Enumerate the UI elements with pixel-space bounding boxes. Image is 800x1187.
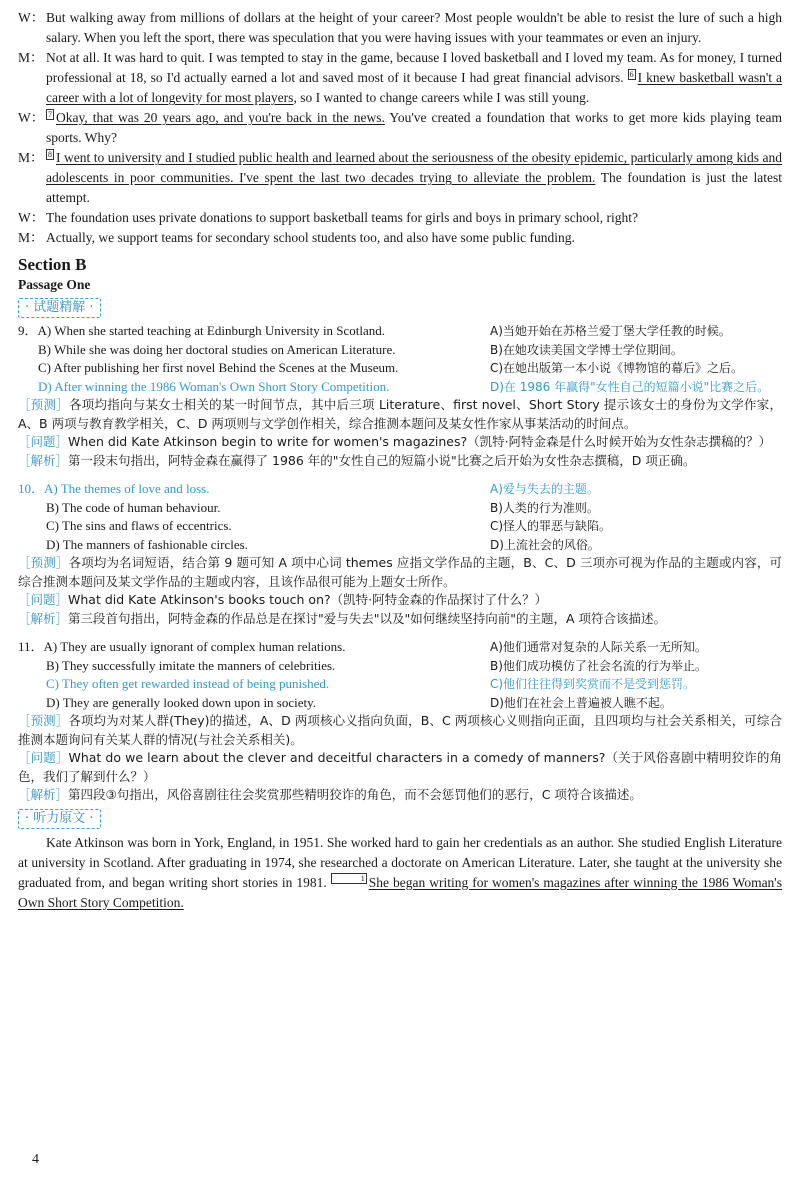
- page-number: 4: [32, 1152, 39, 1167]
- line-text: [46, 108, 782, 148]
- option-row: [18, 341, 782, 360]
- option-en: D) After winning the 1986 Woman's Own Short Story Competition.: [38, 378, 390, 394]
- dialogue-line: [18, 148, 782, 208]
- line-post: You've created a foundation that works to get more kids playing team sports. Why?: [46, 110, 782, 145]
- question-text: [18, 433, 782, 452]
- prediction-label: ［预测］: [18, 713, 69, 728]
- option-row: [18, 480, 782, 499]
- line-post: , so I wanted to change careers while I was still young.: [293, 90, 590, 105]
- question-marker: 6: [629, 69, 634, 79]
- questions: [18, 322, 782, 805]
- line-text: But walking away from millions of dollars at the height of your career? Most people wouldn't be able to resist the lure of such a high salary. When you left the sport, there was speculation that you were having issues with your teammates or even an injury.: [46, 10, 782, 45]
- prediction-label: ［预测］: [18, 397, 69, 412]
- speaker: M：: [18, 230, 44, 245]
- prediction-body: 各项均指向与某女士相关的某一时间节点，其中后三项 Literature、first novel、Short Story 提示该女士的身份为文学作家，A、B 两项与教育教学相关，C、D 两项则与文学创作相关，综合推测本题问及某女性作家从事某活动的时间点。: [18, 397, 782, 431]
- section-title: Section B: [18, 255, 87, 274]
- analysis-label: ［解析］: [18, 787, 69, 802]
- dialogue-line: [18, 48, 782, 108]
- transcript-tag: · 听力原文 ·: [18, 809, 101, 829]
- analysis-label: ［解析］: [18, 452, 69, 468]
- option-en: D) They are generally looked down upon in society.: [46, 694, 317, 710]
- dialogue-line: [18, 228, 782, 248]
- prediction-body: 各项均为对某人群(They)的描述，A、D 两项核心义指向负面，B、C 两项核心义则指向正面，且四项均与社会关系相关，可综合推测本题询问有关某人群的情况(与社会关系相关)。: [18, 713, 782, 747]
- underlined-answer: I knew basketball wasn't a career with a lot of longevity for most players: [46, 70, 783, 105]
- underlined-answer: Okay, that was 20 years ago, and you're back in the news.: [56, 110, 385, 125]
- analysis-body: 第三段首句指出，阿特金森的作品总是在探讨"爱与失去"以及"如何继续坚持向前"的主题，A 项符合该描述。: [68, 610, 667, 626]
- option-cn: B)在她攻读美国文学博士学位期间。: [490, 342, 683, 357]
- question-marker: 1: [331, 873, 367, 884]
- speaker: W：: [18, 210, 45, 225]
- underlined-answer: She began writing for women's magazines after winning the 1986 Woman's Own Short Story Competition.: [18, 874, 782, 910]
- option-en: B) While she was doing her doctoral studies on American Literature.: [38, 341, 396, 357]
- question-marker: 7: [48, 109, 52, 119]
- line-text: Actually, we support teams for secondary school students too, and also have some public funding.: [46, 230, 575, 245]
- question-text-label: ［问题］: [18, 434, 69, 449]
- prediction: [18, 396, 782, 433]
- dialogue-line: [18, 208, 782, 228]
- analysis-body: 第四段③句指出，风俗喜剧往往会奖赏那些精明狡诈的角色，而不会惩罚他们的恶行，C 项符合该描述。: [68, 787, 642, 802]
- question-text-body: When did Kate Atkinson begin to write for women's magazines?（凯特·阿特金森是什么时候开始为女性杂志撰稿的？）: [68, 434, 772, 449]
- option-en: 10．A) The themes of love and loss.: [18, 481, 210, 496]
- option-row: [18, 322, 782, 341]
- option-row: [18, 517, 782, 536]
- question-marker: 8: [48, 149, 52, 159]
- option-en: C) After publishing her first novel Behind the Scenes at the Museum.: [38, 360, 399, 375]
- dialogue-line: [18, 108, 782, 148]
- option-en: 11．A) They are usually ignorant of complex human relations.: [18, 639, 346, 654]
- analysis: [18, 786, 782, 805]
- option-row: [18, 694, 782, 713]
- option-row: [18, 499, 782, 518]
- analysis-body: 第一段末句指出，阿特金森在赢得了 1986 年的"女性自己的短篇小说"比赛之后开始为女性杂志撰稿，D 项正确。: [68, 452, 696, 468]
- line-text: [46, 48, 782, 108]
- speaker: W：: [18, 110, 45, 125]
- option-row: [18, 359, 782, 378]
- line-text: The foundation uses private donations to support basketball teams for girls and boys in primary school, right?: [46, 210, 639, 225]
- question-text: [18, 749, 782, 786]
- option-en: B) The code of human behaviour.: [46, 499, 221, 515]
- line-text: [46, 148, 782, 208]
- line-post: The foundation is just the latest attempt.: [46, 170, 782, 205]
- option-en: C) The sins and flaws of eccentrics.: [46, 518, 232, 533]
- option-cn: D)他们在社会上普遍被人瞧不起。: [490, 695, 672, 710]
- spacer: [18, 628, 782, 638]
- option-row: [18, 657, 782, 676]
- option-en: C) They often get rewarded instead of being punished.: [46, 676, 330, 691]
- analysis-tag: · 试题精解 ·: [18, 298, 101, 318]
- passage-title: Passage One: [18, 277, 91, 292]
- speaker: M：: [18, 50, 44, 65]
- question-text-body: What did Kate Atkinson's books touch on?（凯特·阿特金森的作品探讨了什么？）: [68, 592, 548, 607]
- prediction: [18, 554, 782, 591]
- analysis: [18, 452, 782, 471]
- option-en: D) The manners of fashionable circles.: [46, 536, 248, 552]
- question-text-body: What do we learn about the clever and deceitful characters in a comedy of manners?（关于风俗喜剧中精明狡诈的角色，我们了解到什么？）: [18, 750, 782, 784]
- option-cn: B)他们成功模仿了社会名流的行为举止。: [490, 658, 707, 673]
- question-block: [18, 480, 782, 628]
- option-cn: C)他们往往得到奖赏而不是受到惩罚。: [490, 677, 696, 691]
- analysis: [18, 610, 782, 629]
- option-row: [18, 675, 782, 694]
- question-text-label: ［问题］: [18, 592, 69, 607]
- underlined-answer: I went to university and I studied public health and learned about the seriousness of the obesity epidemic, particularly among kids and adolescents in poor communities. I've spent the last two decades trying to alleviate the problem.: [46, 150, 782, 185]
- dialogue-line: [18, 8, 782, 48]
- analysis-label: ［解析］: [18, 610, 69, 626]
- transcript-text: Kate Atkinson was born in York, England, in 1951. She worked hard to gain her credentials as an author. She studied English Literature at university in Scotland. After graduating in 1974, she researched a doctorate on American Literature. Later, she taught at the university she graduated from, and began writing short stories in 1981.: [18, 834, 782, 890]
- option-cn: B)人类的行为准则。: [490, 500, 599, 515]
- spacer: [18, 470, 782, 480]
- line-pre: Not at all. It was hard to quit. I was tempted to stay in the game, because I loved basketball and I loved my team. As for money, I turned professional at 18, so I'd actually earned a lot and saved most of it because I had great financial advisors.: [46, 50, 782, 85]
- prediction-label: ［预测］: [18, 555, 69, 570]
- option-cn: A)爱与失去的主题。: [490, 482, 599, 496]
- speaker: M：: [18, 150, 44, 165]
- transcript-paragraph: [18, 833, 782, 913]
- prediction: [18, 712, 782, 749]
- option-cn: C)怪人的罪恶与缺陷。: [490, 519, 612, 533]
- option-cn: D)上流社会的风俗。: [490, 537, 600, 552]
- option-cn: A)他们通常对复杂的人际关系一无所知。: [490, 640, 707, 654]
- prediction-body: 各项均为名词短语，结合第 9 题可知 A 项中心词 themes 应指文学作品的主题，B、C、D 三项亦可视为作品的主题或内容，可综合推测本题问及某文学作品的主题或内容，且该作品很可能为上题女士所作。: [18, 555, 782, 589]
- question-block: [18, 638, 782, 805]
- option-cn: A)当她开始在苏格兰爱丁堡大学任教的时候。: [490, 324, 731, 338]
- option-en: 9．A) When she started teaching at Edinburgh University in Scotland.: [18, 323, 386, 338]
- question-block: [18, 322, 782, 470]
- option-cn: D)在 1986 年赢得"女性自己的短篇小说"比赛之后。: [490, 379, 770, 394]
- option-row: [18, 536, 782, 555]
- dialogue: [18, 8, 782, 248]
- option-en: B) They successfully imitate the manners of celebrities.: [46, 657, 336, 673]
- speaker: W：: [18, 10, 45, 25]
- option-row: [18, 638, 782, 657]
- question-text: [18, 591, 782, 610]
- option-cn: C)在她出版第一本小说《博物馆的幕后》之后。: [490, 361, 744, 375]
- option-row: [18, 378, 782, 397]
- question-text-label: ［问题］: [18, 750, 69, 765]
